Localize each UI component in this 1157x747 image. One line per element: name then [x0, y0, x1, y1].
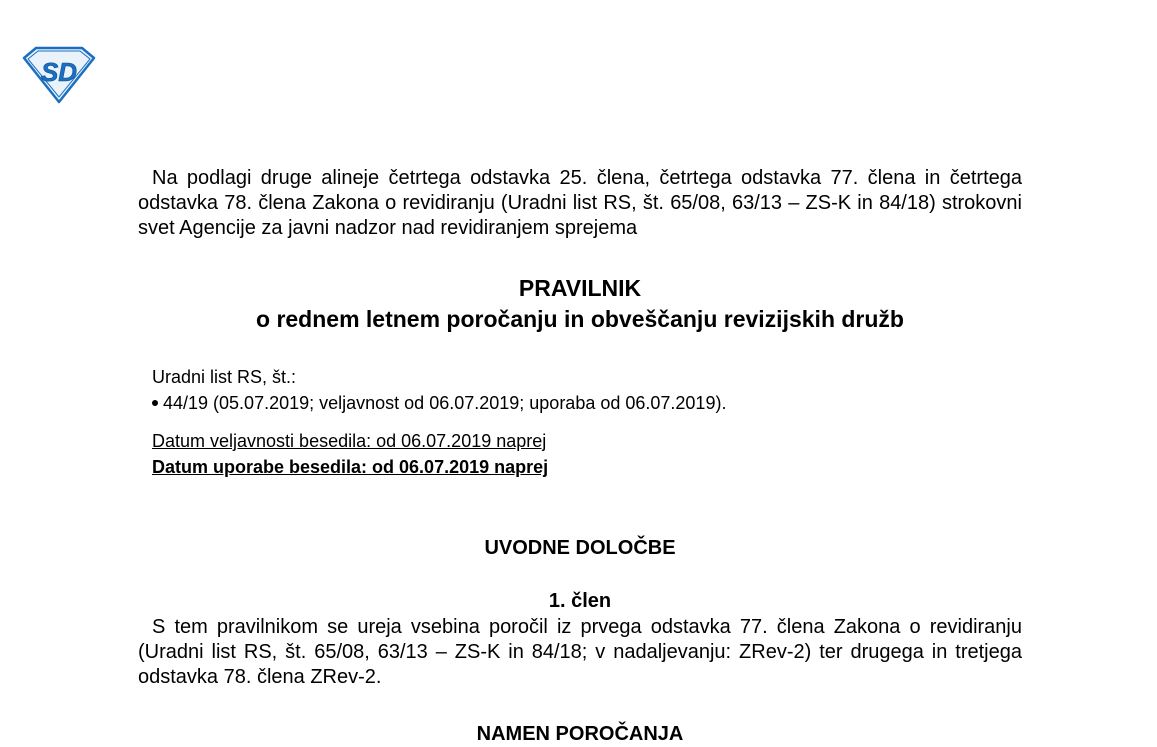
- article-title: 1. člen: [548, 590, 612, 612]
- document-subtitle: o rednem letnem poročanju in obveščanju revizijskih družb: [256, 306, 904, 332]
- sd-shield-logo-icon: [22, 46, 96, 104]
- section-heading: NAMEN POROČANJA: [476, 723, 684, 745]
- section-heading: UVODNE DOLOČBE: [484, 537, 676, 559]
- bullet-icon: [152, 400, 158, 406]
- gazette-label: Uradni list RS, št.:: [152, 367, 297, 387]
- gazette-list-item[interactable]: [152, 391, 726, 415]
- preamble-paragraph: Na podlagi druge alineje četrtega odstavka 25. člena, četrtega odstavka 77. člena in četrtega odstavka 78. člena Zakona o revidiranju (Uradni list RS, št. 65/08, 63/13 – ZS-K in 84/18) strokovni svet Agencije za javni nadzor nad revidiranjem sprejema: [138, 167, 1022, 239]
- svg-text:SD: SD: [40, 57, 78, 87]
- article-paragraph: S tem pravilnikom se ureja vsebina poročil iz prvega odstavka 77. člena Zakona o revidiranju (Uradni list RS, št. 65/08, 63/13 – ZS-K in 84/18; v nadaljevanju: ZRev-2) ter drugega in tretjega odstavka 78. člena ZRev-2.: [138, 616, 1022, 688]
- gazette-item-text: 44/19 (05.07.2019; veljavnost od 06.07.2019; uporaba od 06.07.2019).: [163, 393, 727, 413]
- validity-date-link[interactable]: Datum veljavnosti besedila: od 06.07.2019 naprej: [152, 431, 547, 451]
- usage-date-link[interactable]: Datum uporabe besedila: od 06.07.2019 naprej: [152, 457, 549, 477]
- document-title: PRAVILNIK: [518, 275, 642, 301]
